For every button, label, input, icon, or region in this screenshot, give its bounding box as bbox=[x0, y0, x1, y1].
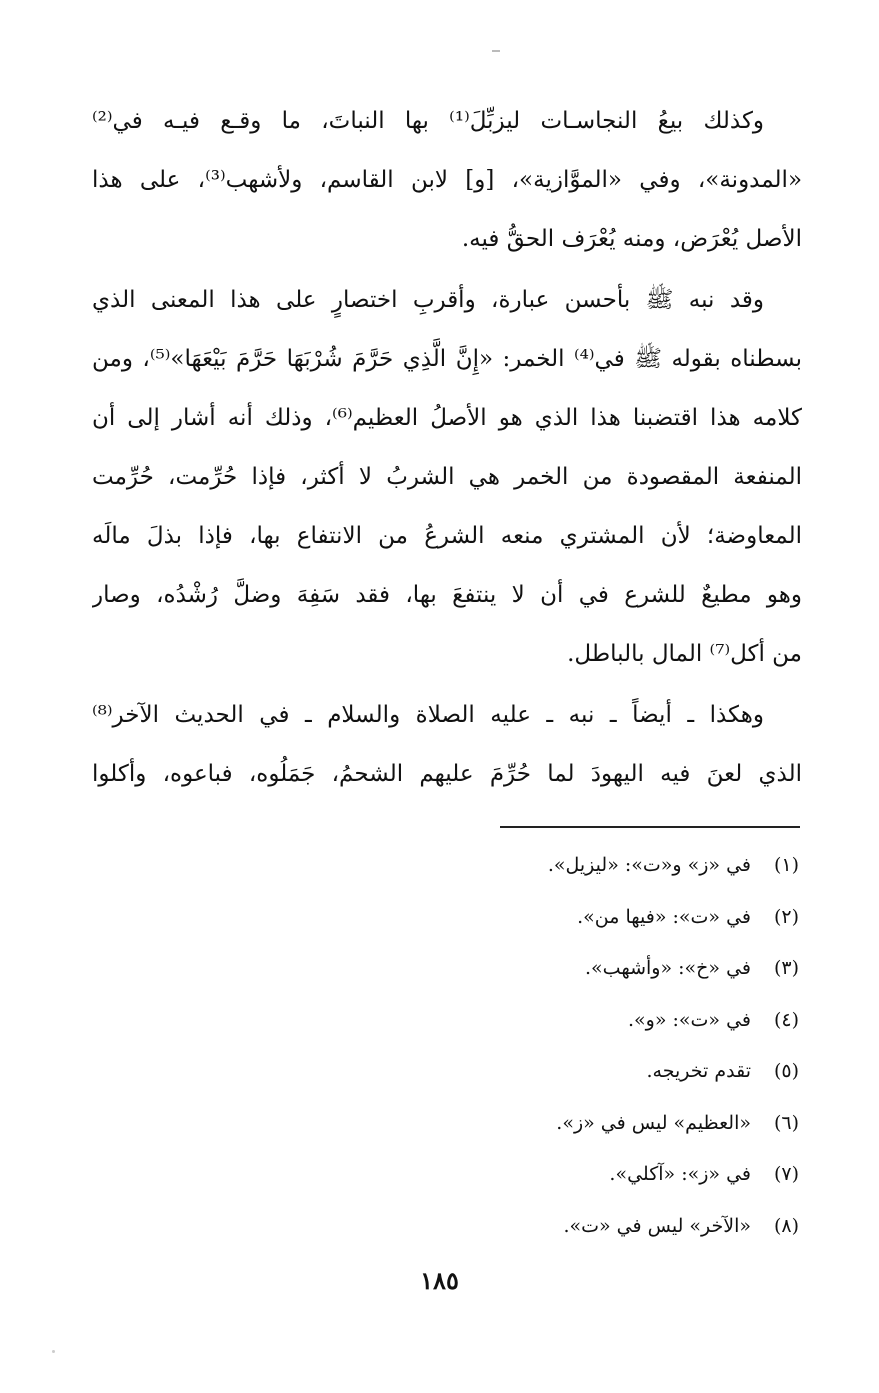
footnote-number: (٦) bbox=[773, 1111, 799, 1134]
footnote bbox=[459, 1098, 799, 1150]
footnote-number: (٣) bbox=[773, 957, 799, 979]
footnote bbox=[459, 943, 799, 995]
text-line: الذي لعنَ فيه اليهودَ لما حُرِّمَ عليهم الشحمُ، جَمَلُوه، فباعوه، وأكلوا bbox=[92, 761, 802, 787]
scan-artifact-dot bbox=[52, 1350, 55, 1353]
text-line: بسطناه بقوله ﷺ في⁽⁴⁾ الخمر: «إِنَّ الَّذِي حَرَّمَ شُرْبَهَا حَرَّمَ بَيْعَهَا»⁽⁵⁾، ومن bbox=[92, 346, 802, 372]
text-line: وهكذا ـ أيضاً ـ نبه ـ عليه الصلاة والسلام ـ في الحديث الآخر⁽⁸⁾ bbox=[92, 702, 764, 728]
text-line: المنفعة المقصودة من الخمر هي الشربُ لا أكثر، فإذا حُرِّمت، حُرِّمت bbox=[92, 464, 802, 490]
text-line: كلامه هذا اقتضبنا هذا الذي هو الأصلُ العظيم⁽⁶⁾، وذلك أنه أشار إلى أن bbox=[92, 405, 802, 431]
footnote bbox=[459, 1201, 799, 1253]
footnote bbox=[459, 995, 799, 1047]
footnote-number: (١) bbox=[773, 854, 799, 876]
text-line: وقد نبه ﷺ بأحسن عبارة، وأقربِ اختصارٍ على هذا المعنى الذي bbox=[92, 287, 764, 313]
footnote-text: «العظيم» ليس في «ز». bbox=[556, 1111, 751, 1134]
footnote-text: في «ت»: «و». bbox=[628, 1008, 751, 1031]
footnote bbox=[459, 892, 799, 944]
footnote-number: (٨) bbox=[773, 1214, 799, 1237]
text-line: الأصل يُعْرَض، ومنه يُعْرَف الحقُّ فيه. bbox=[461, 226, 802, 252]
footnote-number: (٧) bbox=[773, 1163, 799, 1185]
footnote-text: «الآخر» ليس في «ت». bbox=[563, 1214, 751, 1237]
footnote-text: في «ز»: «آكلي». bbox=[609, 1163, 751, 1185]
scan-artifact-mark bbox=[492, 50, 500, 52]
page-number: ١٨٥ bbox=[420, 1266, 459, 1295]
text-line: من أكل⁽⁷⁾ المال بالباطل. bbox=[567, 641, 802, 667]
footnote-number: (٤) bbox=[773, 1008, 799, 1031]
footnote-text: تقدم تخريجه. bbox=[646, 1060, 751, 1082]
footnote bbox=[459, 840, 799, 892]
text-line: وكذلك بيعُ النجاسـات ليزبِّلَ⁽¹⁾ بها النباتَ، ما وقـع فيـه في⁽²⁾ bbox=[92, 108, 764, 134]
footnote-text: في «ز» و«ت»: «ليزيل». bbox=[547, 854, 751, 876]
footnotes bbox=[459, 840, 799, 1252]
footnote bbox=[459, 1149, 799, 1201]
footnote-separator bbox=[500, 826, 800, 828]
main-text bbox=[92, 92, 802, 804]
footnote-number: (٢) bbox=[773, 905, 799, 928]
footnote bbox=[459, 1046, 799, 1098]
footnote-text: في «خ»: «وأشهب». bbox=[585, 957, 751, 979]
text-line: «المدونة»، وفي «الموَّازية»، [و] لابن القاسم، ولأشهب⁽³⁾، على هذا bbox=[92, 167, 802, 193]
footnote-text: في «ت»: «فيها من». bbox=[577, 905, 751, 928]
text-line: المعاوضة؛ لأن المشتري منعه الشرعُ من الانتفاع بها، فإذا بذلَ مالَه bbox=[92, 523, 802, 549]
footnote-number: (٥) bbox=[773, 1060, 799, 1082]
text-line: وهو مطيعٌ للشرع في أن لا ينتفعَ بها، فقد سَفِهَ وضلَّ رُشْدُه، وصار bbox=[92, 582, 802, 608]
